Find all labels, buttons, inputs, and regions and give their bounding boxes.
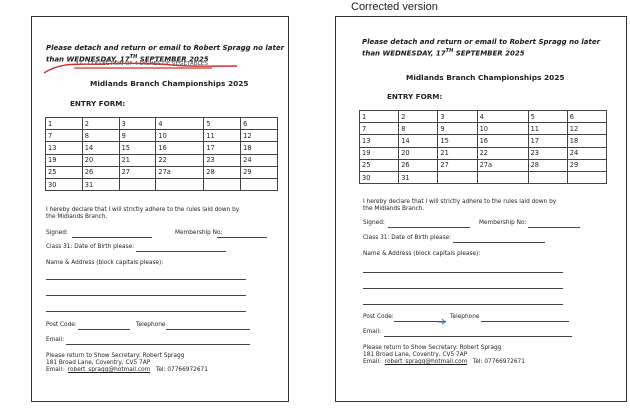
signed-label: Signed: bbox=[46, 230, 68, 236]
grid-cell: 22 bbox=[477, 147, 528, 159]
grid-cell: 30 bbox=[360, 171, 399, 183]
email-label: Email: bbox=[46, 337, 65, 343]
grid-cell: 28 bbox=[528, 159, 567, 171]
name-address-label: Name & Address (block capitals please): bbox=[46, 260, 164, 266]
grid-row bbox=[46, 130, 278, 142]
grid-cell: 14 bbox=[399, 135, 438, 147]
red-strike-annotation bbox=[42, 55, 242, 77]
grid-cell: 17 bbox=[204, 142, 241, 154]
grid-cell: 26 bbox=[82, 166, 119, 178]
grid-cell: 15 bbox=[119, 142, 156, 154]
grid-cell: 27a bbox=[156, 166, 204, 178]
form-title: Midlands Branch Championships 2025 bbox=[406, 73, 565, 82]
grid-cell: 14 bbox=[82, 142, 119, 154]
corrected-version-caption: Corrected version bbox=[351, 1, 438, 13]
grid-cell: 12 bbox=[567, 123, 606, 135]
grid-cell: 18 bbox=[567, 135, 606, 147]
entry-form-label: ENTRY FORM: bbox=[387, 92, 443, 101]
grid-cell: 21 bbox=[438, 147, 477, 159]
grid-cell: 23 bbox=[204, 154, 241, 166]
telephone-label: Telephone bbox=[450, 314, 480, 320]
class-number-grid bbox=[359, 110, 607, 184]
blue-edit-mark bbox=[437, 317, 451, 325]
notice-line-1: Please detach and return or email to Robert Spragg no later bbox=[46, 44, 285, 52]
dob-line bbox=[453, 242, 545, 243]
class31-label: Class 31: Date of Birth please: bbox=[46, 244, 135, 250]
grid-cell: 1 bbox=[46, 118, 83, 130]
grid-cell: 23 bbox=[528, 147, 567, 159]
grid-cell: 27 bbox=[438, 159, 477, 171]
grid-cell: 5 bbox=[528, 111, 567, 123]
grid-cell: 13 bbox=[360, 135, 399, 147]
grid-cell: 3 bbox=[119, 118, 156, 130]
grid-cell bbox=[528, 171, 567, 183]
grid-cell: 4 bbox=[477, 111, 528, 123]
grid-row bbox=[46, 178, 278, 190]
form-title: Midlands Branch Championships 2025 bbox=[90, 79, 249, 88]
membership-line bbox=[528, 227, 580, 228]
grid-cell: 10 bbox=[477, 123, 528, 135]
grid-row bbox=[46, 154, 278, 166]
grid-cell bbox=[204, 178, 241, 190]
grid-row bbox=[360, 123, 607, 135]
struck-class-note: 32 - COLLECTION OF 4 DISHES OF VEGETABLES bbox=[75, 61, 208, 67]
grid-cell: 30 bbox=[46, 178, 83, 190]
declaration: I hereby declare that I will strictly adhere to the rules laid down by the Midlands Branch. bbox=[363, 199, 557, 213]
grid-cell: 20 bbox=[82, 154, 119, 166]
return-notice bbox=[362, 38, 624, 58]
membership-label: Membership No: bbox=[479, 220, 527, 226]
grid-cell: 16 bbox=[477, 135, 528, 147]
grid-cell: 6 bbox=[241, 118, 278, 130]
notice-line-2: than WEDNESDAY, 17TH SEPTEMBER 2025 bbox=[362, 48, 525, 58]
return-contact: Email: robert_spragg@hotmail.com Tel: 07766972671 bbox=[363, 359, 525, 365]
email-label: Email: bbox=[363, 329, 382, 335]
notice-line-1: Please detach and return or email to Robert Spragg no later bbox=[362, 38, 601, 46]
grid-cell: 11 bbox=[204, 130, 241, 142]
grid-row bbox=[360, 171, 607, 183]
grid-row bbox=[360, 159, 607, 171]
grid-cell bbox=[438, 171, 477, 183]
grid-cell: 10 bbox=[156, 130, 204, 142]
grid-cell: 5 bbox=[204, 118, 241, 130]
telephone-line bbox=[481, 321, 569, 322]
grid-row bbox=[46, 166, 278, 178]
address-line bbox=[363, 304, 563, 305]
grid-row bbox=[46, 142, 278, 154]
return-contact: Email: robert_spragg@hotmail.com Tel: 07766972671 bbox=[46, 367, 208, 373]
notice-line-2: than WEDNESDAY, 17TH SEPTEMBER 2025 bbox=[46, 54, 209, 64]
original-form-page bbox=[31, 16, 289, 402]
grid-cell: 7 bbox=[360, 123, 399, 135]
grid-cell: 8 bbox=[399, 123, 438, 135]
grid-cell: 9 bbox=[119, 130, 156, 142]
corrected-form-page bbox=[335, 16, 627, 402]
grid-cell: 24 bbox=[241, 154, 278, 166]
return-address-line-2: 181 Broad Lane, Coventry, CV5 7AP bbox=[363, 352, 468, 358]
grid-cell: 2 bbox=[82, 118, 119, 130]
grid-cell: 13 bbox=[46, 142, 83, 154]
secretary-email-link[interactable]: robert_spragg@hotmail.com bbox=[384, 359, 468, 365]
grid-cell: 18 bbox=[241, 142, 278, 154]
address-line bbox=[363, 272, 563, 273]
grid-cell: 16 bbox=[156, 142, 204, 154]
grid-row bbox=[46, 118, 278, 130]
email-line bbox=[384, 336, 572, 337]
grid-cell bbox=[156, 178, 204, 190]
address-line bbox=[46, 279, 246, 280]
grid-cell: 25 bbox=[46, 166, 83, 178]
address-line bbox=[46, 311, 246, 312]
signed-line bbox=[72, 237, 152, 238]
email-line bbox=[66, 344, 250, 345]
postcode-line bbox=[78, 329, 130, 330]
grid-cell: 1 bbox=[360, 111, 399, 123]
name-address-label: Name & Address (block capitals please): bbox=[363, 251, 481, 257]
telephone-line bbox=[166, 329, 250, 330]
membership-label: Membership No: bbox=[175, 230, 223, 236]
grid-cell: 9 bbox=[438, 123, 477, 135]
grid-cell bbox=[567, 171, 606, 183]
grid-cell: 12 bbox=[241, 130, 278, 142]
grid-cell: 31 bbox=[82, 178, 119, 190]
grid-cell: 27a bbox=[477, 159, 528, 171]
signed-line bbox=[388, 227, 470, 228]
grid-cell bbox=[119, 178, 156, 190]
grid-cell: 20 bbox=[399, 147, 438, 159]
grid-cell: 3 bbox=[438, 111, 477, 123]
grid-cell: 19 bbox=[46, 154, 83, 166]
return-address-line-1: Please return to Show Secretary: Robert Spragg bbox=[363, 345, 502, 351]
grid-cell: 29 bbox=[567, 159, 606, 171]
grid-cell: 11 bbox=[528, 123, 567, 135]
address-line bbox=[46, 295, 246, 296]
telephone-label: Telephone bbox=[136, 322, 166, 328]
grid-cell: 31 bbox=[399, 171, 438, 183]
grid-cell bbox=[477, 171, 528, 183]
grid-cell: 15 bbox=[438, 135, 477, 147]
grid-cell: 29 bbox=[241, 166, 278, 178]
grid-cell: 24 bbox=[567, 147, 606, 159]
grid-cell: 7 bbox=[46, 130, 83, 142]
grid-cell: 28 bbox=[204, 166, 241, 178]
grid-cell: 17 bbox=[528, 135, 567, 147]
grid-cell: 4 bbox=[156, 118, 204, 130]
grid-cell: 6 bbox=[567, 111, 606, 123]
grid-row bbox=[360, 111, 607, 123]
entry-form-label: ENTRY FORM: bbox=[70, 99, 126, 108]
class-number-grid bbox=[45, 117, 278, 191]
postcode-label: Post Code: bbox=[363, 314, 394, 320]
grid-cell: 21 bbox=[119, 154, 156, 166]
return-address-line-1: Please return to Show Secretary: Robert Spragg bbox=[46, 353, 185, 359]
grid-cell: 8 bbox=[82, 130, 119, 142]
grid-cell: 22 bbox=[156, 154, 204, 166]
grid-row bbox=[360, 147, 607, 159]
grid-cell bbox=[241, 178, 278, 190]
secretary-email-link[interactable]: robert_spragg@hotmail.com bbox=[67, 367, 151, 373]
grid-cell: 26 bbox=[399, 159, 438, 171]
address-line bbox=[363, 288, 563, 289]
postcode-label: Post Code: bbox=[46, 322, 77, 328]
grid-cell: 25 bbox=[360, 159, 399, 171]
membership-line bbox=[217, 237, 267, 238]
grid-cell: 19 bbox=[360, 147, 399, 159]
signed-label: Signed: bbox=[363, 220, 385, 226]
grid-cell: 27 bbox=[119, 166, 156, 178]
declaration: I hereby declare that I will strictly adhere to the rules laid down by the Midlands Branch. bbox=[46, 207, 240, 221]
dob-line bbox=[136, 251, 226, 252]
class31-label: Class 31: Date of Birth please: bbox=[363, 235, 452, 241]
grid-row bbox=[360, 135, 607, 147]
grid-cell: 2 bbox=[399, 111, 438, 123]
return-address-line-2: 181 Broad Lane, Coventry, CV5 7AP bbox=[46, 360, 151, 366]
